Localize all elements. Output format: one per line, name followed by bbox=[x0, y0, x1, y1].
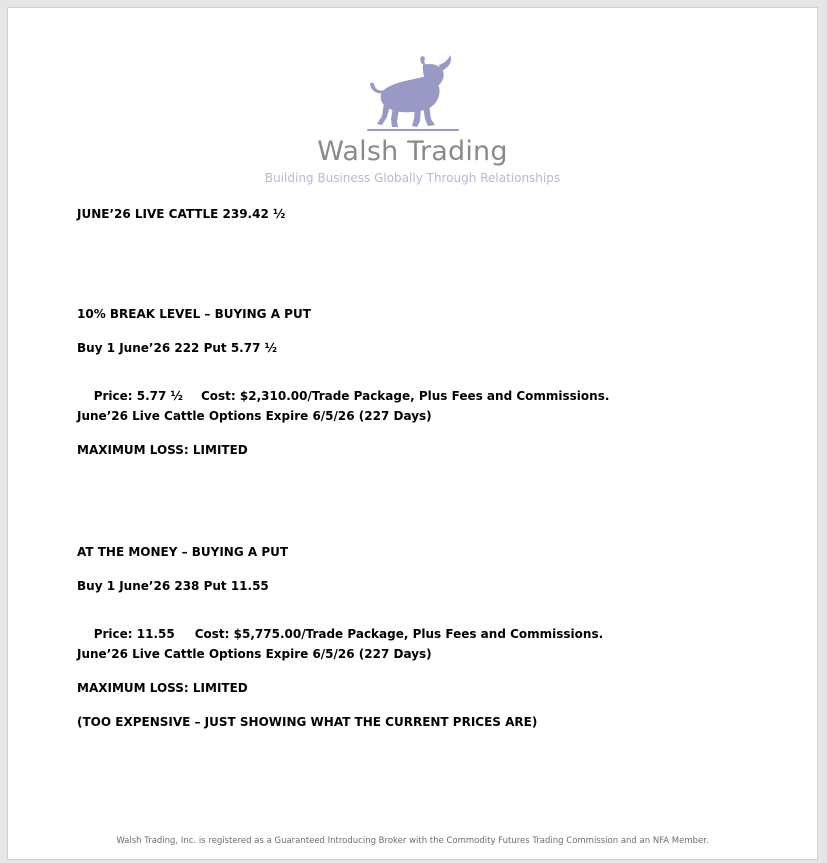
section2-cost: Cost: $5,775.00/Trade Package, Plus Fees and Commissions. bbox=[194, 627, 604, 641]
section1-price: Price: 5.77 ½ bbox=[93, 389, 183, 403]
logo bbox=[8, 55, 817, 133]
headline: JUNE’26 LIVE CATTLE 239.42 ½ bbox=[77, 207, 286, 221]
brand-name: Walsh Trading bbox=[317, 136, 508, 167]
bull-icon bbox=[365, 55, 461, 133]
section1-max-loss: MAXIMUM LOSS: LIMITED bbox=[77, 443, 248, 457]
section2-expiry: June’26 Live Cattle Options Expire 6/5/26 (227 Days) bbox=[77, 647, 432, 661]
section2-trade: Buy 1 June’26 238 Put 11.55 bbox=[77, 579, 269, 593]
document-page bbox=[7, 7, 818, 860]
section2-price: Price: 11.55 bbox=[93, 627, 175, 641]
section1-trade: Buy 1 June’26 222 Put 5.77 ½ bbox=[77, 341, 278, 355]
section1-expiry: June’26 Live Cattle Options Expire 6/5/26 (227 Days) bbox=[77, 409, 432, 423]
footer-disclaimer: Walsh Trading, Inc. is registered as a Guaranteed Introducing Broker with the Commodity Futures Trading Commission and an NFA Member. bbox=[116, 836, 709, 846]
section2-note: (TOO EXPENSIVE – JUST SHOWING WHAT THE CURRENT PRICES ARE) bbox=[77, 715, 538, 729]
section2-max-loss: MAXIMUM LOSS: LIMITED bbox=[77, 681, 248, 695]
section1-heading: 10% BREAK LEVEL – BUYING A PUT bbox=[77, 307, 311, 321]
section1-cost: Cost: $2,310.00/Trade Package, Plus Fees and Commissions. bbox=[200, 389, 610, 403]
brand-tagline: Building Business Globally Through Relationships bbox=[264, 171, 561, 185]
section2-heading: AT THE MONEY – BUYING A PUT bbox=[77, 545, 289, 559]
